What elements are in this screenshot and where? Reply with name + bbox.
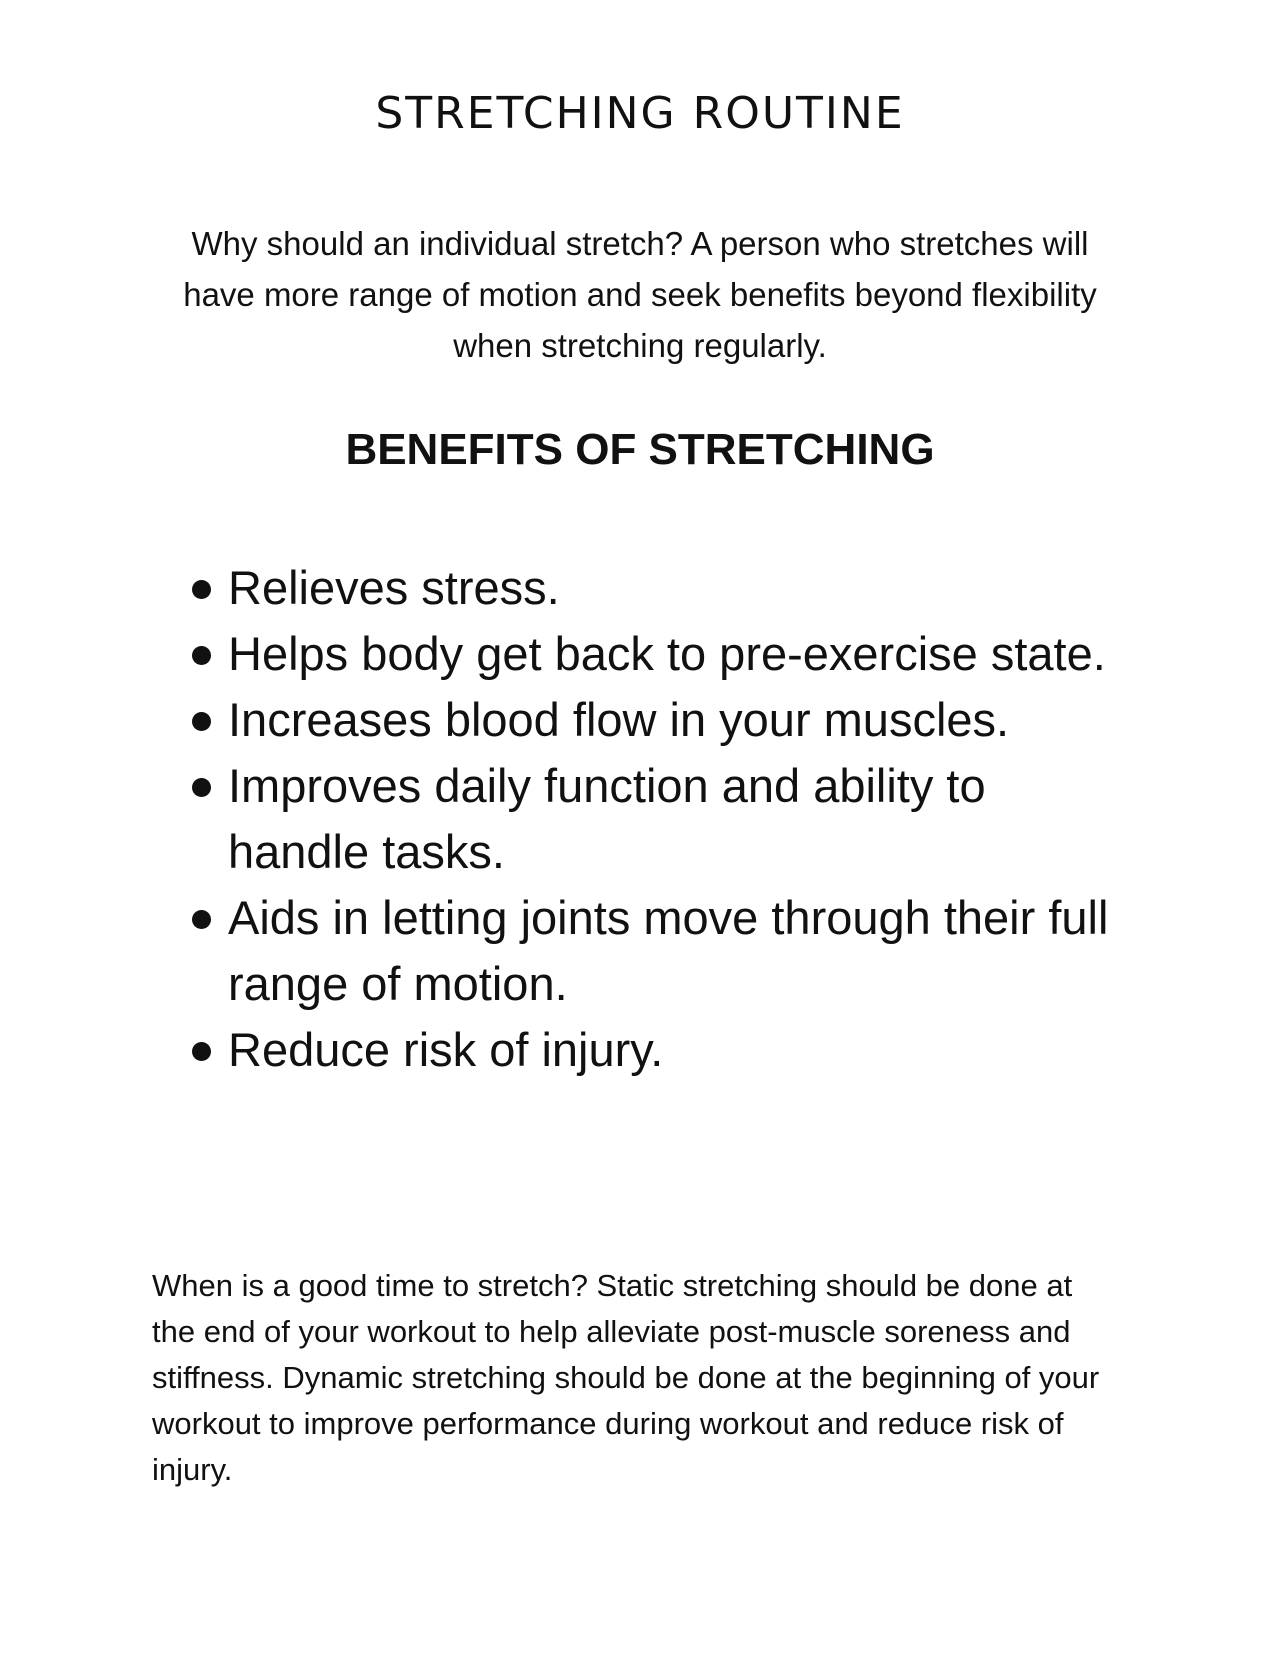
benefit-item (190, 687, 1110, 753)
bullet-icon (192, 1042, 211, 1061)
intro-paragraph: Why should an individual stretch? A person who stretches will have more range of motion and seek benefits beyond flexibility when stretching regularly. (183, 225, 1097, 364)
closing-paragraph: When is a good time to stretch? Static stretching should be done at the end of your workout to help alleviate post-muscle soreness and stiffness. Dynamic stretching should be done at the beginning of your workout to improve performance during workout and reduce risk of injury. (152, 1268, 1100, 1487)
benefit-item (190, 1017, 1110, 1083)
benefit-item (190, 753, 1110, 885)
bullet-icon (192, 646, 211, 665)
bullet-icon (192, 778, 211, 797)
bullet-icon (192, 712, 211, 731)
benefit-item (190, 621, 1110, 687)
bullet-icon (192, 910, 211, 929)
benefit-text: Helps body get back to pre-exercise state. (228, 627, 1106, 680)
benefit-text: Relieves stress. (228, 561, 560, 614)
benefits-heading: BENEFITS OF STRETCHING (345, 425, 935, 474)
benefit-item (190, 555, 1110, 621)
page-title: STRETCHING ROUTINE (375, 88, 905, 139)
bullet-icon (192, 580, 211, 599)
benefit-text: Improves daily function and ability to handle tasks. (228, 759, 986, 878)
benefit-text: Aids in letting joints move through their full range of motion. (228, 891, 1109, 1010)
benefit-text: Increases blood flow in your muscles. (228, 693, 1010, 746)
benefits-list (190, 555, 1110, 1083)
benefit-text: Reduce risk of injury. (228, 1023, 664, 1076)
benefit-item (190, 885, 1110, 1017)
